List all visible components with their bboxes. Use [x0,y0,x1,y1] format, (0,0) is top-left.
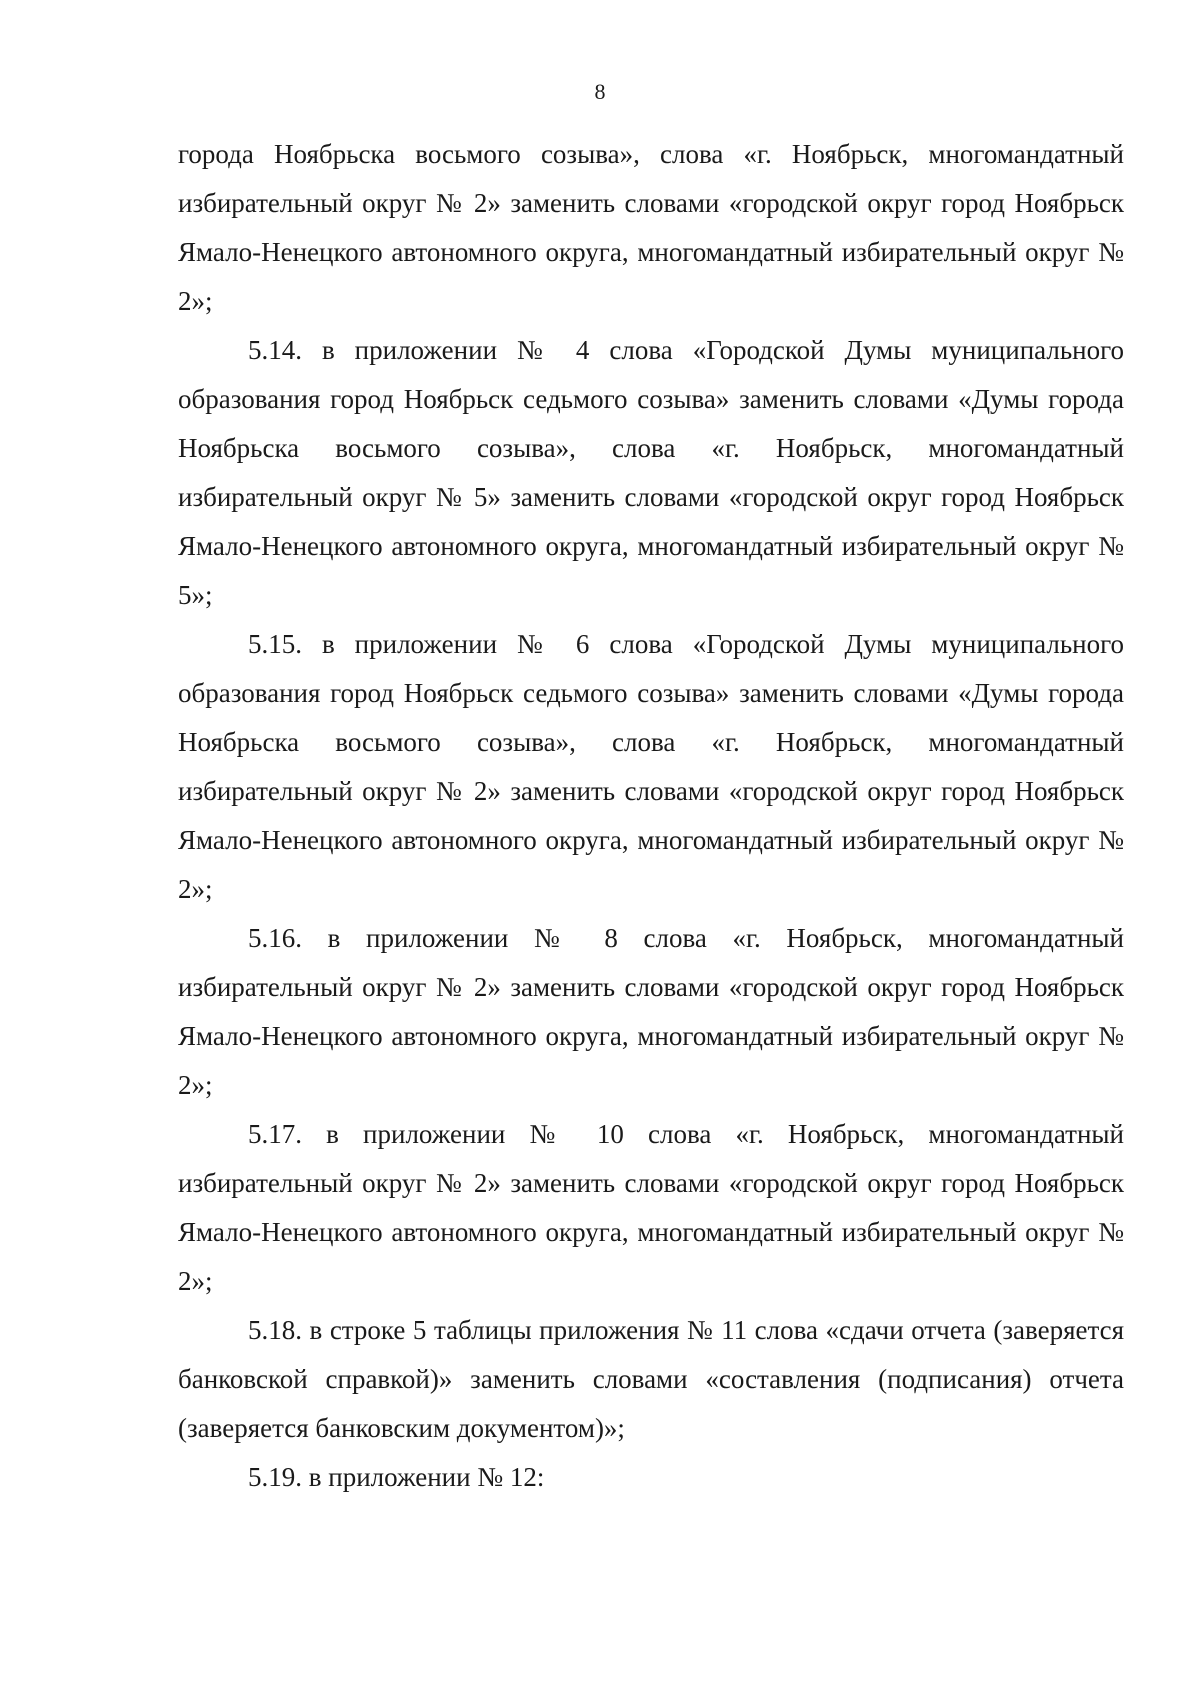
paragraph-continuation: города Ноябрьска восьмого созыва», слова «г. Ноябрьск, многомандатный избирательный округ № 2» заменить словами «городской округ город Ноябрьск Ямало-Ненецкого автономного округа, многомандатный избирательный округ № 2»; [178,139,1124,316]
paragraph-5-15: 5.15. в приложении № 6 слова «Городской Думы муниципального образования город Ноябрьск седьмого созыва» заменить словами «Думы города Ноябрьска восьмого созыва», слова «г. Ноябрьск, многомандатный избирательный округ № 2» заменить словами «городской округ город Ноябрьск Ямало-Ненецкого автономного округа, многомандатный избирательный округ № 2»; [178,629,1124,904]
paragraph-5-16: 5.16. в приложении № 8 слова «г. Ноябрьск, многомандатный избирательный округ № 2» заменить словами «городской округ город Ноябрьск Ямало-Ненецкого автономного округа, многомандатный избирательный округ № 2»; [178,923,1124,1100]
page-number: 8 [594,79,606,104]
document-body [178,130,1124,1502]
paragraph-5-18: 5.18. в строке 5 таблицы приложения № 11 слова «сдачи отчета (заверяется банковской справкой)» заменить словами «составления (подписания) отчета (заверяется банковским документом)»; [178,1315,1124,1443]
paragraph-5-17: 5.17. в приложении № 10 слова «г. Ноябрьск, многомандатный избирательный округ № 2» заменить словами «городской округ город Ноябрьск Ямало-Ненецкого автономного округа, многомандатный избирательный округ № 2»; [178,1119,1124,1296]
paragraph-5-14: 5.14. в приложении № 4 слова «Городской Думы муниципального образования город Ноябрьск седьмого созыва» заменить словами «Думы города Ноябрьска восьмого созыва», слова «г. Ноябрьск, многомандатный избирательный округ № 5» заменить словами «городской округ город Ноябрьск Ямало-Ненецкого автономного округа, многомандатный избирательный округ № 5»; [178,335,1124,610]
paragraph-5-19: 5.19. в приложении № 12: [248,1462,545,1492]
